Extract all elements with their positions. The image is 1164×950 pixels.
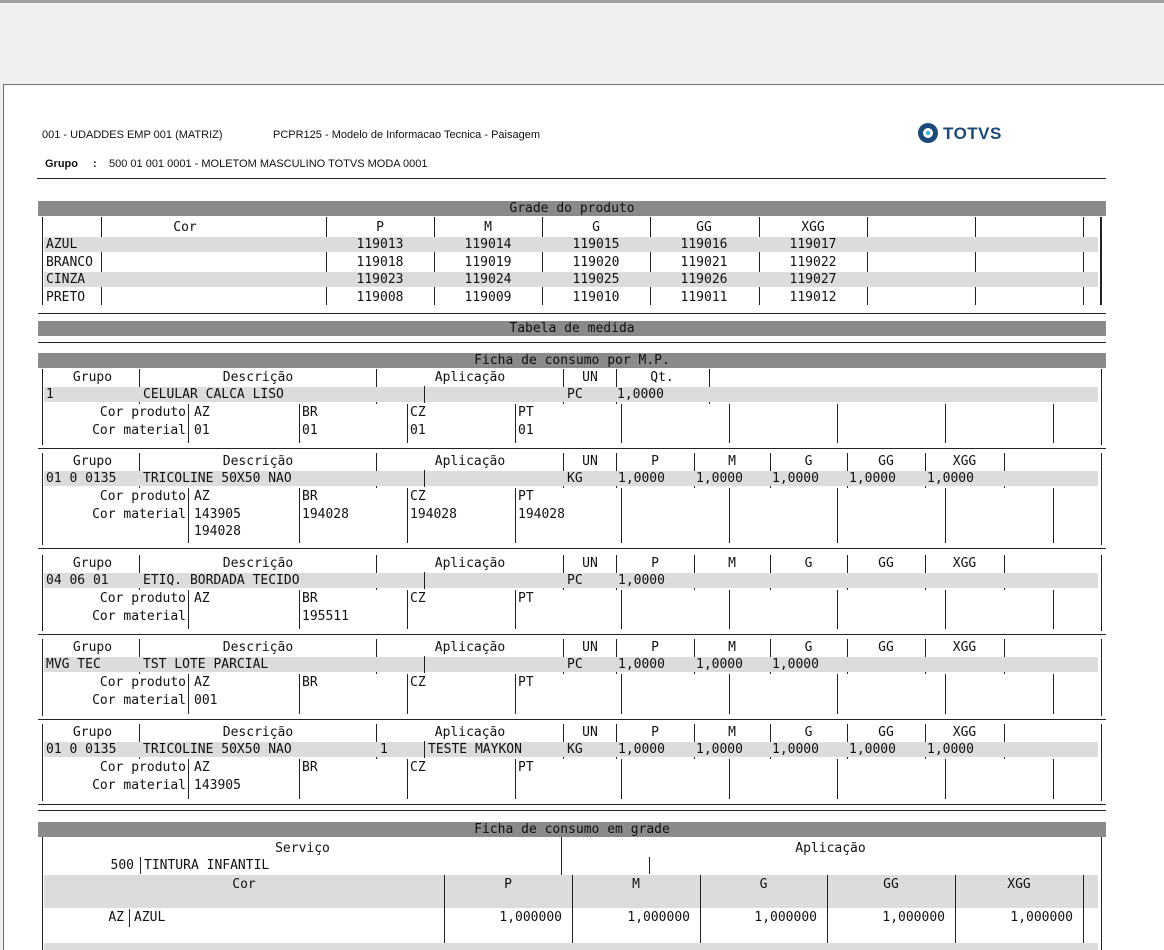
section-divider (38, 342, 1106, 343)
block-aplicacao-code: 1 (380, 742, 388, 757)
block-header-xgg: XGG (952, 556, 977, 571)
block-header-grupo: Grupo (72, 370, 113, 385)
block-un: PC (567, 657, 583, 672)
block-col-divider (188, 759, 189, 799)
block-value: 1,0000 (696, 471, 743, 486)
aplicacao-label: Aplicação (795, 841, 866, 856)
grade-cell-code: 119010 (572, 289, 620, 305)
block-header-qt: Qt. (650, 370, 674, 385)
block-header-xgg: XGG (952, 640, 977, 655)
ficha-mp-title: Ficha de consumo por M.P. (474, 353, 670, 368)
grade-header-cor: Cor (173, 220, 197, 235)
grade-cell-code: 119011 (680, 289, 728, 305)
block-descricao: TST LOTE PARCIAL (143, 657, 269, 672)
block-col-divider (299, 674, 300, 714)
block-value: 1,0000 (696, 742, 743, 757)
cor-material-value: 194028 (194, 524, 241, 539)
grade2-header-m: M (632, 877, 640, 892)
block-header-un: UN (582, 725, 598, 740)
block-col-divider (621, 488, 622, 543)
cor-produto-az: AZ (194, 675, 210, 690)
block-value: 1,0000 (618, 742, 665, 757)
cor-produto-pt: PT (518, 760, 534, 775)
group-value: 500 01 001 0001 - MOLETOM MASCULINO TOTVS MODA 0001 (109, 158, 428, 170)
block-descricao: ETIQ. BORDADA TECIDO (143, 573, 300, 588)
grade-cell-color: CINZA (46, 272, 86, 287)
grade2-header-xgg: XGG (1007, 877, 1031, 892)
block-value: 1,0000 (927, 742, 974, 757)
ficha-grade-title: Ficha de consumo em grade (474, 822, 670, 837)
block-header-aplicacao: Aplicação (434, 640, 506, 655)
grade-border (42, 217, 43, 305)
block-value: 1,0000 (772, 471, 819, 486)
window-top-border (0, 0, 1164, 3)
block-value: 1,0000 (696, 657, 743, 672)
block-un: PC (567, 387, 583, 402)
cor-material-value: 194028 (518, 507, 565, 522)
cor-produto-br: BR (302, 489, 318, 504)
grade2-value: 1,000000 (754, 910, 817, 925)
section-divider (38, 313, 1106, 314)
grade2-header-p: P (504, 877, 512, 892)
group-separator: : (93, 158, 97, 170)
section-divider (38, 810, 1106, 811)
cor-material-value: 001 (194, 693, 218, 708)
block-col-divider (621, 674, 622, 714)
block-col-divider (407, 488, 408, 543)
block-col-divider (621, 759, 622, 799)
cor-material-value: 01 (194, 423, 210, 438)
block-col-divider (424, 656, 425, 673)
block-divider (38, 448, 1106, 449)
grade2-row-color: AZUL (134, 910, 166, 925)
block-header-aplicacao: Aplicação (434, 556, 506, 571)
block-col-divider (299, 488, 300, 543)
block-col-divider (188, 404, 189, 443)
block-border-right (1101, 453, 1102, 545)
servico-label: Serviço (275, 841, 330, 856)
block-header-un: UN (582, 640, 598, 655)
grade-header-m: M (484, 220, 492, 235)
cor-material-label: Cor material (92, 507, 186, 522)
block-grupo: MVG TEC (46, 657, 101, 672)
block-descricao: TRICOLINE 50X50 NAO (143, 742, 292, 757)
block-border-left (42, 555, 43, 631)
block-header-p: P (651, 454, 659, 469)
block-divider (38, 804, 1106, 805)
grade-cell-code: 119013 (356, 237, 404, 252)
block-header-un: UN (582, 454, 598, 469)
block-value: 1,0000 (618, 471, 665, 486)
block-header-xgg: XGG (952, 454, 977, 469)
block-col-divider (729, 590, 730, 629)
block-col-divider (1053, 590, 1054, 629)
block-grupo: 1 (46, 387, 54, 402)
block-col-divider (407, 590, 408, 629)
block-col-divider (729, 488, 730, 543)
grade2-header-cor: Cor (232, 877, 256, 892)
block-col-divider (424, 572, 425, 589)
cor-produto-br: BR (302, 760, 318, 775)
grade-title: Grade do produto (509, 201, 635, 216)
grade2-value: 1,000000 (1010, 910, 1073, 925)
grade-header-gg: GG (696, 220, 712, 235)
totvs-logo-text: TOTVS (943, 124, 1002, 143)
block-header-un: UN (582, 556, 598, 571)
block-header-m: M (728, 640, 736, 655)
block-col-divider (837, 674, 838, 714)
cor-produto-pt: PT (518, 489, 534, 504)
block-un: KG (567, 471, 583, 486)
block-header-descricao: Descrição (222, 640, 294, 655)
block-header-p: P (651, 556, 659, 571)
block-col-divider (515, 488, 516, 543)
block-aplicacao: TESTE MAYKON (428, 742, 522, 757)
block-header-descricao: Descrição (222, 370, 294, 385)
block-border-left (42, 639, 43, 716)
cor-produto-label: Cor produto (99, 591, 186, 606)
block-value: 1,0000 (927, 471, 974, 486)
block-header-aplicacao: Aplicação (434, 725, 506, 740)
block-divider (38, 719, 1106, 720)
block-header-grupo: Grupo (72, 725, 113, 740)
report-title: PCPR125 - Modelo de Informacao Tecnica - Paisagem (273, 129, 540, 141)
cor-produto-pt: PT (518, 591, 534, 606)
block-col-divider (1053, 759, 1054, 799)
block-col-divider (188, 590, 189, 629)
servico-code: 500 (110, 858, 134, 873)
block-divider (38, 548, 1106, 549)
grade-cell-code: 119022 (789, 254, 837, 270)
cor-material-value: 01 (410, 423, 426, 438)
block-header-gg: GG (878, 454, 894, 469)
block-border-right (1101, 724, 1102, 801)
cor-material-value: 143905 (194, 778, 241, 793)
block-value: 1,0000 (849, 471, 896, 486)
block-col-divider (515, 674, 516, 714)
cor-material-label: Cor material (92, 609, 186, 624)
block-col-divider (1053, 404, 1054, 443)
grade-border-right (1101, 217, 1102, 305)
cor-material-value: 143905 (194, 507, 241, 522)
block-col-divider (945, 590, 946, 629)
grade-header-g: G (592, 220, 600, 235)
grade-cell-code: 119018 (356, 254, 404, 270)
block-descricao: TRICOLINE 50X50 NAO (143, 471, 292, 486)
block-col-divider (188, 674, 189, 714)
block-border-left (42, 369, 43, 445)
cor-produto-label: Cor produto (99, 489, 186, 504)
block-header-g: G (804, 640, 813, 655)
block-col-divider (424, 470, 425, 487)
block-col-divider (407, 404, 408, 443)
block-col-divider (945, 404, 946, 443)
grade2-header-gg: GG (883, 877, 899, 892)
totvs-logo-icon (918, 123, 938, 143)
block-header-g: G (804, 454, 813, 469)
cor-produto-pt: PT (518, 675, 534, 690)
block-col-divider (945, 488, 946, 543)
block-header-descricao: Descrição (222, 725, 294, 740)
grade2-col-divider (1083, 875, 1084, 950)
block-descricao: CELULAR CALCA LISO (143, 387, 284, 402)
block-border-right (1101, 555, 1102, 631)
grade-header-p: P (376, 220, 384, 235)
block-value: 1,0000 (618, 657, 665, 672)
grade-cell-code: 119023 (356, 272, 404, 287)
servico-desc: TINTURA INFANTIL (144, 858, 270, 873)
grade-column-divider (1083, 217, 1084, 305)
block-border-right (1101, 369, 1102, 445)
block-col-divider (945, 674, 946, 714)
block-col-divider (945, 759, 946, 799)
block-col-divider (299, 404, 300, 443)
block-header-g: G (804, 725, 813, 740)
block-un: PC (567, 573, 583, 588)
block-divider (38, 634, 1106, 635)
cor-produto-cz: CZ (410, 675, 426, 690)
block-value: 1,0000 (772, 742, 819, 757)
cor-produto-cz: CZ (410, 405, 426, 420)
cor-material-value: 194028 (410, 507, 457, 522)
grade-header-xgg: XGG (801, 220, 825, 235)
report-page (3, 84, 1164, 950)
block-header-grupo: Grupo (72, 640, 113, 655)
group-label: Grupo (45, 158, 78, 170)
block-col-divider (424, 386, 425, 403)
cor-produto-az: AZ (194, 405, 210, 420)
block-grupo: 01 0 0135 (46, 471, 117, 486)
block-header-g: G (804, 556, 813, 571)
block-border-right (1101, 639, 1102, 716)
block-col-divider (729, 759, 730, 799)
grade-cell-color: AZUL (46, 237, 78, 252)
block-grupo: 04 06 01 (46, 573, 109, 588)
grade2-border-left (42, 837, 43, 950)
block-col-divider (621, 404, 622, 443)
cor-material-label: Cor material (92, 423, 186, 438)
block-grupo: 01 0 0135 (46, 742, 117, 757)
block-col-divider (299, 590, 300, 629)
grade-cell-code: 119016 (680, 237, 728, 252)
grade-cell-code: 119012 (789, 289, 837, 305)
block-col-divider (299, 759, 300, 799)
grade2-value: 1,000000 (882, 910, 945, 925)
cor-produto-az: AZ (194, 760, 210, 775)
cor-produto-cz: CZ (410, 760, 426, 775)
block-col-divider (188, 488, 189, 543)
grade-cell-code: 119021 (680, 254, 728, 270)
grade-cell-code: 119015 (572, 237, 620, 252)
block-col-divider (515, 590, 516, 629)
block-header-m: M (728, 556, 736, 571)
block-col-divider (424, 741, 425, 758)
grade2-value: 1,000000 (499, 910, 562, 925)
block-header-aplicacao: Aplicação (434, 370, 506, 385)
block-border-left (42, 453, 43, 545)
grade2-col-divider (649, 857, 650, 874)
block-value: 1,0000 (849, 742, 896, 757)
grade-cell-code: 119008 (356, 289, 404, 305)
block-un: KG (567, 742, 583, 757)
block-col-divider (621, 590, 622, 629)
block-qt: 1,0000 (617, 387, 664, 402)
grade-cell-code: 119025 (572, 272, 620, 287)
grade2-border-right (1101, 837, 1102, 950)
grade-column-divider (975, 217, 976, 305)
block-col-divider (837, 404, 838, 443)
cor-material-value: 01 (518, 423, 534, 438)
cor-produto-br: BR (302, 591, 318, 606)
cor-produto-cz: CZ (410, 591, 426, 606)
cor-material-value: 195511 (302, 609, 349, 624)
block-header-descricao: Descrição (222, 556, 294, 571)
grade-cell-code: 119017 (789, 237, 837, 252)
cor-produto-label: Cor produto (99, 675, 186, 690)
block-col-divider (837, 759, 838, 799)
grade-cell-color: PRETO (46, 289, 86, 305)
cor-produto-pt: PT (518, 405, 534, 420)
grade2-header-g: G (759, 877, 768, 892)
block-header-grupo: Grupo (72, 556, 113, 571)
block-header-m: M (728, 454, 736, 469)
block-header-p: P (651, 725, 659, 740)
cor-material-value: 194028 (302, 507, 349, 522)
cor-produto-br: BR (302, 675, 318, 690)
block-col-divider (1053, 674, 1054, 714)
medida-title: Tabela de medida (509, 321, 635, 336)
grade-column-divider (867, 217, 868, 305)
block-value: 1,0000 (618, 573, 665, 588)
block-header-gg: GG (878, 556, 894, 571)
block-col-divider (837, 590, 838, 629)
cor-material-label: Cor material (92, 693, 186, 708)
grade-cell-code: 119009 (464, 289, 512, 305)
grade-cell-code: 119024 (464, 272, 512, 287)
block-col-divider (407, 674, 408, 714)
block-col-divider (407, 759, 408, 799)
cor-material-label: Cor material (92, 778, 186, 793)
cor-produto-az: AZ (194, 591, 210, 606)
grade-cell-code: 119026 (680, 272, 728, 287)
grade2-col-divider (129, 909, 130, 927)
block-border-left (42, 724, 43, 801)
block-header-descricao: Descrição (222, 454, 294, 469)
header-divider (37, 178, 1106, 179)
cor-material-value: 01 (302, 423, 318, 438)
cor-produto-label: Cor produto (99, 760, 186, 775)
block-header-gg: GG (878, 725, 894, 740)
block-col-divider (837, 488, 838, 543)
grade2-col-divider (140, 857, 141, 874)
block-header-aplicacao: Aplicação (434, 454, 506, 469)
block-header-grupo: Grupo (72, 454, 113, 469)
grade-cell-code: 119014 (464, 237, 512, 252)
block-header-xgg: XGG (952, 725, 977, 740)
block-col-divider (515, 404, 516, 443)
block-header-m: M (728, 725, 736, 740)
cor-produto-br: BR (302, 405, 318, 420)
grade-cell-code: 119020 (572, 254, 620, 270)
cor-produto-cz: CZ (410, 489, 426, 504)
block-header-gg: GG (878, 640, 894, 655)
block-value: 1,0000 (772, 657, 819, 672)
block-col-divider (729, 404, 730, 443)
block-col-divider (1053, 488, 1054, 543)
block-header-un: UN (582, 370, 598, 385)
grade-cell-code: 119027 (789, 272, 837, 287)
cor-produto-az: AZ (194, 489, 210, 504)
cor-produto-label: Cor produto (99, 405, 186, 420)
grade-cell-code: 119019 (464, 254, 512, 270)
grade2-value: 1,000000 (627, 910, 690, 925)
grade-cell-color: BRANCO (46, 254, 93, 270)
grade2-row-code: AZ (108, 910, 124, 925)
company-name: 001 - UDADDES EMP 001 (MATRIZ) (42, 129, 223, 141)
block-col-divider (515, 759, 516, 799)
block-header-p: P (651, 640, 659, 655)
block-col-divider (729, 674, 730, 714)
